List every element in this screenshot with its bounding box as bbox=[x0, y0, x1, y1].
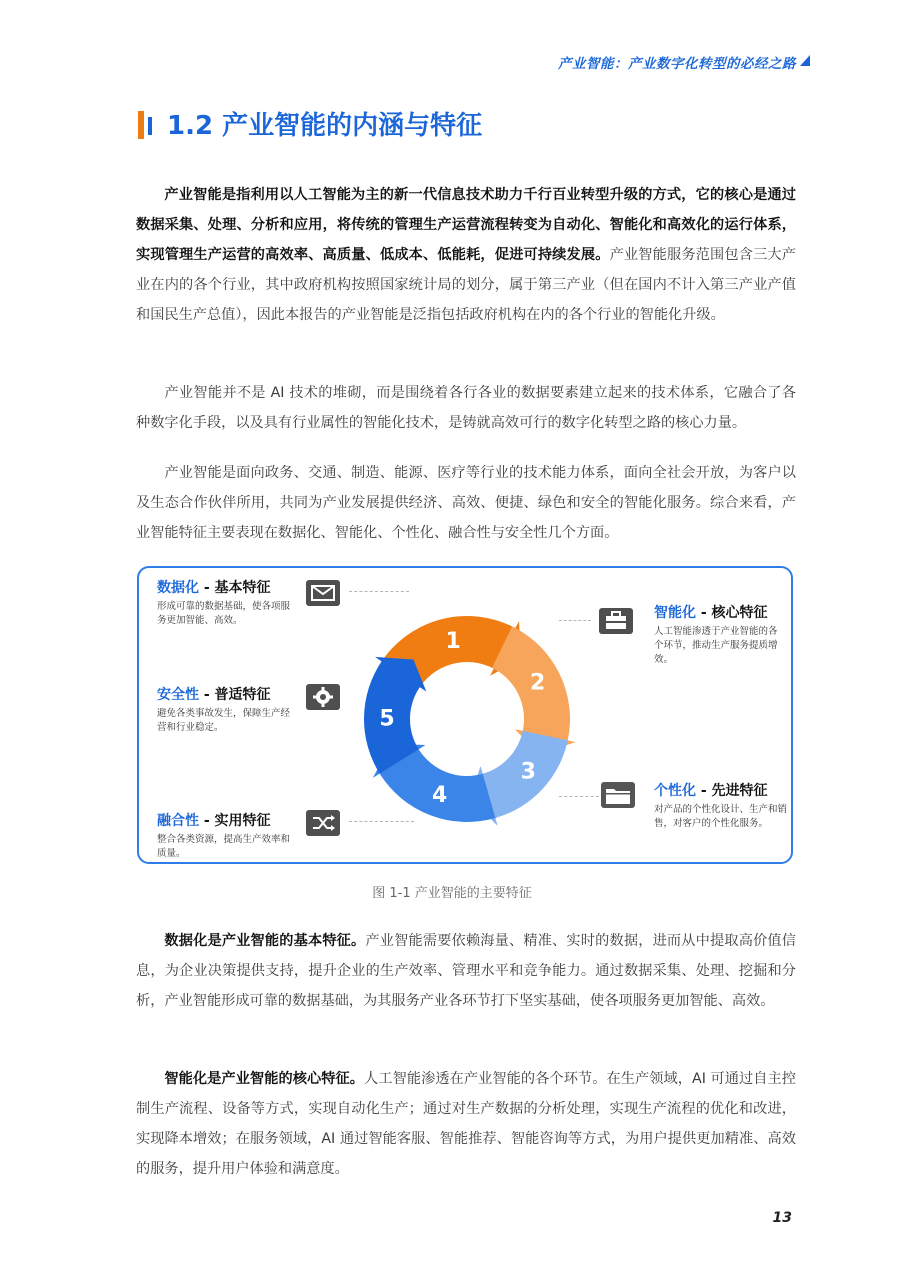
section-title-text: 产业智能的内涵与特征 bbox=[222, 111, 483, 141]
paragraph-datafication bbox=[136, 926, 796, 1016]
feature-personalization-title: 个性化 - 先进特征 bbox=[654, 783, 768, 799]
feature-intelligence-title: 智能化 - 核心特征 bbox=[654, 605, 768, 621]
paragraph-datafication-rest: 产业智能需要依赖海量、精准、实时的数据，进而从中提取高价值信息，为企业决策提供支持，提升企业的生产效率、管理水平和竞争能力。通过数据采集、处理、挖掘和分析，产业智能形成可靠的数据基础，为其服务产业各环节打下坚实基础，使各项服务更加智能、高效。 bbox=[136, 933, 796, 1009]
cycle-number-1: 1 bbox=[445, 629, 461, 655]
feature-intelligence bbox=[654, 602, 784, 667]
feature-data-title: 数据化 - 基本特征 bbox=[157, 580, 271, 596]
paragraph-intelligentization bbox=[136, 1064, 796, 1184]
paragraph-datafication-bold: 数据化是产业智能的基本特征。 bbox=[164, 933, 366, 949]
mail-icon bbox=[306, 580, 340, 606]
cycle-number-4: 4 bbox=[431, 783, 448, 809]
briefcase-icon bbox=[599, 608, 633, 634]
paragraph-definition-rest: 产业智能服务范围包含三大产业在内的各个行业，其中政府机构按照国家统计局的划分，属于第三产业（但在国内不计入第三产业产值和国民生产总值），因此本报告的产业智能是泛指包括政府机构在内的各个行业的智能化升级。 bbox=[136, 247, 796, 323]
folder-icon bbox=[601, 782, 635, 808]
connector-line bbox=[559, 620, 591, 621]
figure-caption: 图 1-1 产业智能的主要特征 bbox=[372, 886, 532, 901]
cycle-number-2: 2 bbox=[529, 670, 546, 696]
header-triangle-icon bbox=[800, 55, 810, 66]
feature-security-desc: 避免各类事故发生，保障生产经营和行业稳定。 bbox=[157, 708, 291, 733]
feature-intelligence-desc: 人工智能渗透于产业智能的各个环节，推动生产服务提质增效。 bbox=[654, 626, 778, 665]
paragraph-definition bbox=[136, 180, 796, 330]
page-number: 13 bbox=[772, 1210, 792, 1226]
connector-line bbox=[559, 796, 599, 797]
feature-integration-title: 融合性 - 实用特征 bbox=[157, 813, 271, 829]
feature-personalization bbox=[654, 780, 789, 831]
shuffle-icon bbox=[306, 810, 340, 836]
gear-icon bbox=[306, 684, 340, 710]
paragraph-capability: 产业智能是面向政务、交通、制造、能源、医疗等行业的技术能力体系，面向全社会开放，为客户以及生态合作伙伴所用，共同为产业发展提供经济、高效、便捷、绿色和安全的智能化服务。综合来看，产业智能特征主要表现在数据化、智能化、个性化、融合性与安全性几个方面。 bbox=[136, 465, 796, 541]
section-marker-orange bbox=[138, 111, 144, 139]
section-title bbox=[167, 105, 482, 142]
cycle-number-5: 5 bbox=[379, 706, 395, 732]
section-marker-blue bbox=[148, 117, 152, 135]
connector-line bbox=[349, 591, 409, 592]
section-number: 1.2 bbox=[167, 111, 214, 141]
paragraph-intelligentization-bold: 智能化是产业智能的核心特征。 bbox=[164, 1071, 365, 1087]
feature-integration bbox=[157, 810, 297, 861]
paragraph-definition-bold: 产业智能是指利用以人工智能为主的新一代信息技术助力千行百业转型升级的方式，它的核心是通过数据采集、处理、分析和应用，将传统的管理生产运营流程转变为自动化、智能化和高效化的运行体系，实现管理生产运营的高效率、高质量、低成本、低能耗，促进可持续发展。 bbox=[136, 187, 796, 263]
feature-data-desc: 形成可靠的数据基础，使各项服务更加智能、高效。 bbox=[157, 601, 291, 626]
connector-line bbox=[349, 821, 414, 822]
paragraph-tech-system: 产业智能并不是 AI 技术的堆砌，而是围绕着各行各业的数据要素建立起来的技术体系，它融合了各种数字化手段，以及具有行业属性的智能化技术，是铸就高效可行的数字化转型之路的核心力量。 bbox=[136, 385, 796, 431]
feature-figure bbox=[137, 566, 793, 864]
feature-security-title: 安全性 - 普适特征 bbox=[157, 687, 271, 703]
feature-data bbox=[157, 577, 297, 628]
feature-personalization-desc: 对产品的个性化设计、生产和销售，对客户的个性化服务。 bbox=[654, 804, 788, 829]
feature-integration-desc: 整合各类资源，提高生产效率和质量。 bbox=[157, 834, 291, 859]
paragraph-intelligentization-rest: 人工智能渗透在产业智能的各个环节。在生产领域，AI 可通过自主控制生产流程、设备等方式，实现自动化生产；通过对生产数据的分析处理，实现生产流程的优化和改进，实现降本增效；在服务领域，AI 通过智能客服、智能推荐、智能咨询等方式，为用户提供更加精准、高效的服务，提升用户体验和满意度。 bbox=[136, 1071, 796, 1177]
feature-security bbox=[157, 684, 295, 735]
running-header: 产业智能：产业数字化转型的必经之路 bbox=[558, 56, 796, 72]
cycle-number-3: 3 bbox=[520, 759, 536, 785]
